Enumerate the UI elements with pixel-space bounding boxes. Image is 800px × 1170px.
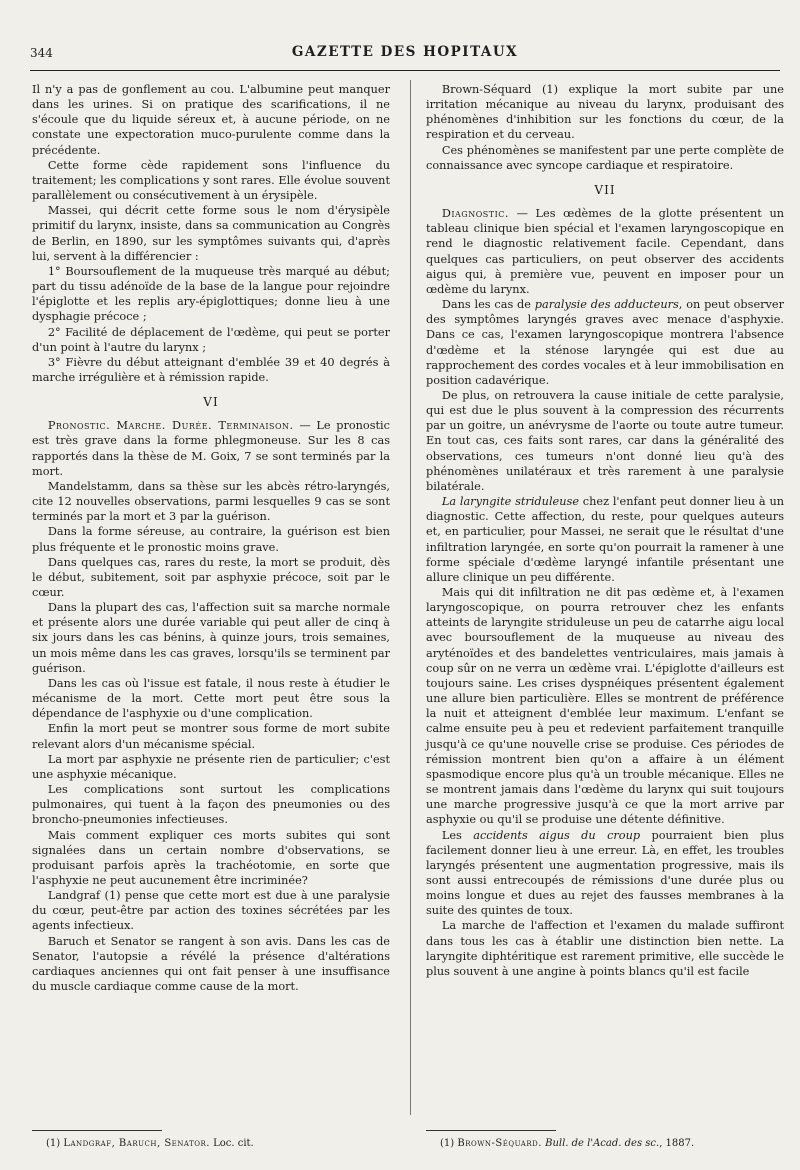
text-run: pourraient bien plus facilement donner lieu à une erreur. Là, en effet, les troubles laryngés présentent une augmentation progressive, mais ils sont aussi entrecoupés de rémissions d'une durée plus ou moins longue et dues au rejet des fausses membranes à la suite des quintes de toux.: [426, 828, 784, 918]
paragraph: Ces phénomènes se manifestent par une perte complète de connaissance avec syncope cardiaque et respiratoire.: [426, 143, 784, 172]
paragraph: 3° Fièvre du début atteignant d'emblée 39 et 40 degrés à marche irrégulière et à rémission rapide.: [32, 355, 390, 384]
left-column: [32, 82, 390, 994]
italic-term: accidents aigus du croup: [473, 828, 641, 842]
paragraph: Les complications sont surtout les complications pulmonaires, qui tuent à la façon des pneumonies ou des broncho-pneumonies infectieuses.: [32, 783, 390, 827]
diagnostic-text: — Les œdèmes de la glotte présentent un tableau clinique bien spécial et l'examen laryngoscopique en rend le diagnostic relativement facile. Cependant, dans quelques cas particuliers, on peut observer des accidents aigus qui, à première vue, peuvent en imposer pour un œdème du larynx.: [426, 207, 784, 296]
paragraph: Dans quelques cas, rares du reste, la mort se produit, dès le début, subitement, soit par asphyxie précoce, soit par le cœur.: [32, 555, 390, 599]
paragraph: Brown-Séquard (1) explique la mort subite par une irritation mécanique au niveau du larynx, produisant des phénomènes d'inhibition sur les fonctions du cœur, de la respiration et du cerveau.: [426, 83, 784, 142]
footnote-text: [426, 1137, 784, 1150]
paragraph: Mais comment expliquer ces morts subites qui sont signalées dans un certain nombre d'observations, se produisant parfois après la trachéotomie, en sorte que l'asphyxie ne peut aucunement être incriminée?: [32, 828, 390, 887]
italic-term: La laryngite striduleuse: [441, 495, 580, 509]
footnote-journal: Bull. de l'Acad. des sc.: [541, 1138, 660, 1149]
section-number-vi: VI: [203, 395, 219, 410]
paragraph: Mais qui dit infiltration ne dit pas œdème et, à l'examen laryngoscopique, on pourra retrouver chez les enfants atteints de laryngite striduleuse un peu de catarrhe aigu local avec boursouflement de la muqueuse au niveau des aryténoïdes et des bandelettes ventriculaires, mais jamais à coup sûr on ne verra un œdème vrai. L'épiglotte d'ailleurs est toujours saine. Les crises dyspnéiques présentent également une allure bien particulière. Elles se montrent de préférence la nuit et atteignent d'emblée leur maximum. L'enfant se calme ensuite peu à peu et redevient parfaitement tranquille jusqu'à ce qu'une nouvelle crise se produise. Ces périodes de rémission montrent bien qu'on a affaire à un élément spasmodique encore plus qu'à un trouble mécanique. Elles ne se montrent jamais dans l'œdème du larynx qui suit toujours une marche progressive jusqu'à ce que la mort arrive par asphyxie ou qu'il se produise une détente définitive.: [426, 586, 784, 827]
prognostic-heading: Pronostic. Marche. Durée. Terminaison.: [47, 419, 294, 433]
paragraph: Enfin la mort peut se montrer sous forme de mort subite relevant alors d'un mécanisme spécial.: [32, 722, 390, 751]
footnote-rule: [426, 1130, 556, 1131]
footnote-author: Brown-Séquard.: [457, 1138, 542, 1149]
text-run: chez l'enfant peut donner lieu à un diagnostic. Cette affection, du reste, pour quelques auteurs et, en particulier, pour Massei, ne serait que le résultat d'une infiltration laryngée, en sorte qu'on pourrait la ramener à une forme spéciale d'œdème laryngé infantile présentant une allure clinique un peu différente.: [426, 495, 785, 584]
paragraph: Baruch et Senator se rangent à son avis. Dans les cas de Senator, l'autopsie a révélé la présence d'altérations cardiaques anciennes qui ont fait penser à une insuffisance du muscle cardiaque comme cause de la mort.: [32, 934, 390, 994]
paragraph: Dans la forme séreuse, au contraire, la guérison est bien plus fréquente et le pronostic moins grave.: [32, 525, 390, 554]
diagnostic-paragraph: [426, 206, 784, 297]
footnote-text: [32, 1137, 390, 1150]
paragraph: La marche de l'affection et l'examen du malade suffiront dans tous les cas à établir une distinction bien nette. La laryngite diphtéritique est rarement primitive, elle succède le plus souvent à une angine à points blancs qu'il est facile: [426, 919, 784, 978]
paragraph: Dans la plupart des cas, l'affection suit sa marche normale et présente alors une durée variable qui peut aller de cinq à six jours dans les cas bénins, à quinze jours, trois semaines, un mois même dans les cas graves, lorsqu'ils se terminent par guérison.: [32, 601, 390, 675]
paragraph: La mort par asphyxie ne présente rien de particulier; c'est une asphyxie mécanique.: [32, 752, 390, 781]
paragraph: Massei, qui décrit cette forme sous le nom d'érysipèle primitif du larynx, insiste, dans sa communication au Congrès de Berlin, en 1890, sur les symptômes suivants qui, d'après lui, servent à la différencier :: [32, 204, 390, 263]
paragraph: 2° Facilité de déplacement de l'œdème, qui peut se porter d'un point à l'autre du larynx ;: [32, 325, 390, 354]
journal-title: GAZETTE DES HOPITAUX: [291, 44, 519, 60]
column-divider: [410, 80, 411, 1115]
paragraph: [426, 828, 784, 919]
paragraph: Mandelstamm, dans sa thèse sur les abcès rétro-laryngés, cite 12 nouvelles observations, parmi lesquelles 9 cas se sont terminés par la mort et 3 par la guérison.: [32, 479, 390, 524]
italic-term: paralysie des adducteurs: [534, 298, 679, 312]
paragraph: [426, 297, 784, 388]
footnote-reference: Loc. cit.: [209, 1138, 254, 1149]
footnote-right: [426, 1120, 784, 1150]
prognostic-paragraph: [32, 418, 390, 479]
section-number-vii: VII: [594, 182, 616, 197]
footnote-authors: Landgraf, Baruch, Senator.: [63, 1138, 210, 1149]
paragraph: 1° Boursouflement de la muqueuse très marqué au début; part du tissu adénoïde de la base de la langue pour rejoindre l'épiglotte et les replis ary-épiglottiques; donne lieu à une dysphagie précoce ;: [32, 264, 390, 324]
page-number: 344: [30, 46, 53, 60]
right-column: [426, 82, 784, 979]
text-run: , on peut observer des symptômes laryngés graves avec menace d'asphyxie. Dans ce cas, l'examen laryngoscopique montrera l'absence d'œdème et la sténose laryngée qui est due au rapprochement des cordes vocales et à leur immobilisation en position cadavérique.: [426, 298, 784, 387]
text-run: Dans les cas de: [441, 298, 535, 312]
footnote-mark: (1): [46, 1138, 61, 1149]
paragraph: Cette forme cède rapidement sons l'influence du traitement; les complications y sont rares. Elle évolue souvent parallèlement ou consécutivement à un érysipèle.: [32, 158, 390, 203]
paragraph: Il n'y a pas de gonflement au cou. L'albumine peut manquer dans les urines. Si on pratique des scarifications, il ne s'écoule que du liquide séreux et, à aucune période, on ne constate une expectoration muco-purulente comme dans la précédente.: [32, 83, 390, 157]
footnote-left: [32, 1120, 390, 1150]
footnote-mark: (1): [440, 1138, 455, 1149]
page-header: [30, 40, 780, 71]
paragraph: Dans les cas où l'issue est fatale, il nous reste à étudier le mécanisme de la mort. Cette mort peut être sous la dépendance de l'asphyxie ou d'une complication.: [32, 676, 390, 721]
prognostic-text: — Le pronostic est très grave dans la forme phlegmoneuse. Sur les 8 cas rapportés dans la thèse de M. Goix, 7 se sont terminés par la mort.: [32, 419, 390, 478]
paragraph: De plus, on retrouvera la cause initiale de cette paralysie, qui est due le plus souvent à la compression des récurrents par un goitre, un anévrysme de l'aorte ou toute autre tumeur. En tout cas, ces faits sont rares, car dans la généralité des observations, ces tumeurs n'ont donné lieu qu'à des phénomènes unilatéraux et très rarement à une paralysie bilatérale.: [426, 388, 784, 493]
text-run: Les: [441, 828, 474, 842]
diagnostic-heading: Diagnostic.: [441, 207, 509, 221]
footnote-rule: [32, 1130, 162, 1131]
paragraph: [426, 494, 784, 585]
paragraph: Landgraf (1) pense que cette mort est due à une paralysie du cœur, peut-être par action des toxines sécrétées par les agents infectieux.: [32, 889, 390, 933]
footnote-year: , 1887.: [659, 1138, 695, 1149]
